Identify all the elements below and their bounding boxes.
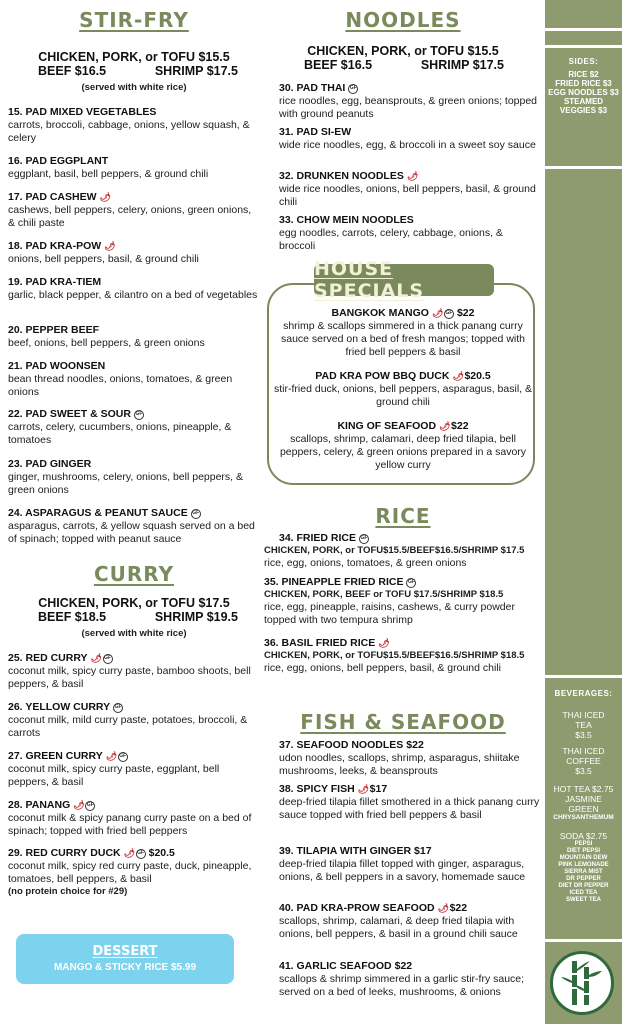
soda-type: DIET PEPSI [566, 848, 600, 854]
item-name: 36. BASIL FRIED RICE [264, 637, 376, 649]
item-desc: deep-fried tilapia fillet topped with ginger, asparagus, onions, & bell peppers in a savory, homemade sauce [279, 858, 526, 883]
item-name: 21. PAD WOONSEN [8, 360, 106, 372]
item-desc: bean thread noodles, onions, tomatoes, & green onions [8, 373, 233, 398]
item-name: 23. PAD GINGER [8, 458, 92, 470]
item-desc: egg noodles, carrots, celery, cabbage, onions, & broccoli [279, 227, 503, 252]
menu-item [8, 276, 260, 302]
bev-thai-coffee: THAI ICED COFFEE [562, 746, 605, 766]
chili-icon: 🌶 [431, 308, 444, 318]
house-specials-title: HOUSE SPECIALS [314, 258, 425, 302]
chili-icon: 🌶 [378, 638, 390, 648]
item-prices: CHICKEN, PORK, or TOFU$15.5/BEEF$16.5/SHRIMP $18.5 [264, 650, 525, 661]
item-desc: scallops, shrimp, calamari, deep fried tilapia, bell peppers, celery, & green onions prepared in a savory yellow curry [279, 433, 527, 471]
gluten-free-icon: GF [191, 509, 201, 519]
item-name: 32. DRUNKEN NOODLES [279, 170, 404, 182]
chili-icon: 🌶 [437, 903, 450, 913]
menu-item [8, 507, 260, 546]
divider [545, 675, 622, 678]
curry-note: (served with white rice) [81, 628, 187, 639]
chili-icon: 🌶 [90, 653, 102, 663]
stirfry-price-shrimp: SHRIMP $17.5 [154, 64, 238, 78]
beverages-title: BEVERAGES: [554, 689, 613, 698]
item-desc: asparagus, carrots, & yellow squash served on a bed of spinach; topped with peanut sauce [8, 520, 255, 545]
item-desc: rice noodles, egg, beansprouts, & green onions; topped with ground peanuts [279, 95, 538, 120]
item-name: 39. TILAPIA WITH GINGER [279, 845, 412, 857]
soda-type: SIERRA MIST [564, 869, 603, 875]
item-desc: carrots, broccoli, cabbage, onions, yellow squash, & celery [8, 119, 250, 144]
menu-item [8, 191, 260, 230]
item-price: $20.5 [148, 847, 175, 859]
item-note: (no protein choice for #29) [8, 886, 128, 897]
menu-item [8, 701, 260, 740]
item-desc: wide rice noodles, onions, bell peppers, basil, & ground chili [279, 183, 536, 208]
menu-item [8, 155, 260, 181]
menu-item [264, 576, 542, 627]
item-price: $17 [414, 845, 432, 857]
item-name: BANGKOK MANGO [331, 307, 429, 319]
item-desc: ginger, mushrooms, celery, onions, bell peppers, & green onions [8, 471, 244, 496]
menu-item [279, 783, 542, 822]
menu-item [8, 458, 260, 497]
menu-item [279, 214, 542, 253]
menu-item [279, 960, 542, 999]
bev-thai-tea-price: $3.5 [575, 730, 592, 740]
menu-item [8, 847, 260, 898]
chili-icon: 🌶 [357, 784, 370, 794]
noodles-price-row [304, 58, 504, 72]
menu-item [8, 750, 260, 789]
beverages-block [545, 689, 622, 904]
item-name: 40. PAD KRA-PROW SEAFOOD [279, 902, 435, 914]
menu-item [8, 360, 260, 399]
stirfry-price-row [38, 64, 238, 78]
special-item [272, 370, 534, 409]
curry-price-row [38, 610, 238, 624]
item-prices: CHICKEN, PORK, or TOFU$15.5/BEEF$16.5/SHRIMP $17.5 [264, 545, 525, 556]
menu-item [264, 532, 542, 570]
menu-item [8, 408, 260, 447]
item-prices: CHICKEN, PORK, BEEF or TOFU $17.5/SHRIMP $18.5 [264, 589, 504, 600]
item-name: 16. PAD EGGPLANT [8, 155, 109, 167]
item-desc: rice, egg, onions, tomatoes, & green onions [264, 557, 467, 569]
item-name: PAD KRA POW BBQ DUCK [315, 370, 450, 382]
bamboo-logo-icon [550, 951, 614, 1015]
item-desc: garlic, black pepper, & cilantro on a bed of vegetables [8, 289, 258, 301]
curry-title: CURRY [93, 562, 175, 586]
side-item: RICE $2 [568, 70, 599, 79]
menu-item [279, 126, 542, 152]
dessert-box [16, 934, 234, 984]
item-name: 25. RED CURRY [8, 652, 88, 664]
sides-block [545, 57, 622, 115]
gluten-free-icon: GF [134, 410, 144, 420]
stirfry-price-1: CHICKEN, PORK, or TOFU $15.5 [38, 50, 230, 64]
menu-item [264, 637, 542, 675]
divider [545, 45, 622, 48]
chili-icon: 🌶 [439, 421, 451, 431]
divider [545, 28, 622, 31]
item-name: 29. RED CURRY DUCK [8, 847, 121, 859]
noodles-price-beef: BEEF $16.5 [304, 58, 373, 72]
noodles-price-1: CHICKEN, PORK, or TOFU $15.5 [307, 44, 499, 58]
item-name: 18. PAD KRA-POW [8, 240, 102, 252]
menu-item [279, 845, 542, 884]
gluten-free-icon: GF [136, 849, 146, 859]
item-desc: shrimp & scallops simmered in a thick panang curry sauce served on a bed of fresh mangos; topped with fried bell peppers & basil [281, 320, 525, 358]
curry-price-1: CHICKEN, PORK, or TOFU $17.5 [38, 596, 230, 610]
chili-icon: 🌶 [406, 171, 419, 181]
gluten-free-icon: GF [444, 309, 454, 319]
item-name: 19. PAD KRA-TIEM [8, 276, 102, 288]
item-name: 26. YELLOW CURRY [8, 701, 111, 713]
item-name: 15. PAD MIXED VEGETABLES [8, 106, 157, 118]
menu-item [8, 106, 260, 145]
item-name: 20. PEPPER BEEF [8, 324, 100, 336]
gluten-free-icon: GF [118, 752, 128, 762]
menu-item [279, 739, 542, 778]
item-desc: cashews, bell peppers, celery, onions, green onions, & chili paste [8, 204, 252, 229]
chili-icon: 🌶 [73, 800, 85, 810]
menu-item [279, 82, 542, 121]
special-item [272, 307, 534, 359]
soda-type: PEPSI [574, 841, 593, 847]
sides-title: SIDES: [568, 57, 599, 66]
special-item [272, 420, 534, 472]
item-price: $22 [406, 739, 424, 751]
item-name: 33. CHOW MEIN NOODLES [279, 214, 414, 226]
item-name: 31. PAD SI-EW [279, 126, 352, 138]
chili-icon: 🌶 [452, 371, 464, 381]
item-name: 17. PAD CASHEW [8, 191, 97, 203]
item-name: KING OF SEAFOOD [337, 420, 437, 432]
bev-hot-tea: HOT TEA $2.75 [553, 784, 614, 794]
item-desc: scallops, shrimp, calamari, & deep fried tilapia with onions, bell peppers, & basil in a ground chili sauce [279, 915, 518, 940]
item-price: $22 [449, 902, 468, 914]
item-price: $22 [451, 420, 469, 432]
gluten-free-icon: GF [113, 703, 123, 713]
fish-title: FISH & SEAFOOD [300, 710, 506, 734]
sidebar [545, 0, 622, 1024]
item-desc: coconut milk & spicy panang curry paste on a bed of spinach; topped with fried bell peppers [8, 812, 252, 837]
bev-thai-tea: THAI ICED TEA [562, 710, 605, 730]
item-price: $20.5 [464, 370, 491, 382]
side-item: VEGGIES $3 [559, 106, 608, 115]
soda-type: ICED TEA [569, 890, 598, 896]
soda-type: PINK LEMONADE [558, 862, 609, 868]
stirfry-price-beef: BEEF $16.5 [38, 64, 107, 78]
soda-type: DIET DR PEPPER [558, 883, 609, 889]
bev-soda: SODA $2.75 [559, 831, 608, 841]
gluten-free-icon: GF [406, 578, 416, 588]
curry-price-beef: BEEF $18.5 [38, 610, 107, 624]
noodles-title: NOODLES [345, 8, 461, 32]
divider [545, 166, 622, 169]
noodles-price-shrimp: SHRIMP $17.5 [420, 58, 504, 72]
gluten-free-icon: GF [85, 801, 95, 811]
side-item: EGG NOODLES $3 [548, 88, 619, 97]
chili-icon: 🌶 [104, 241, 116, 251]
item-desc: onions, bell peppers, basil, & ground chili [8, 253, 199, 265]
item-desc: carrots, celery, cucumbers, onions, pineapple, & tomatoes [8, 421, 232, 446]
menu-item [8, 324, 260, 350]
item-price: $22 [394, 960, 413, 972]
house-specials-header [314, 258, 494, 302]
item-name: 34. FRIED RICE [279, 532, 357, 544]
curry-price-shrimp: SHRIMP $19.5 [154, 610, 238, 624]
stirfry-note: (served with white rice) [81, 82, 187, 93]
bev-hot-tea-type: GREEN [568, 804, 599, 814]
menu-item [279, 902, 542, 941]
bev-hot-tea-type: CHRYSANTHEMUM [553, 814, 614, 821]
item-desc: eggplant, basil, bell peppers, & ground chili [8, 168, 209, 180]
item-desc: scallops & shrimp simmered in a garlic stir-fry sauce; served on a bed of leeks, mushrooms, & onions [279, 973, 525, 998]
item-price: $22 [456, 307, 475, 319]
item-desc: udon noodles, scallops, shrimp, asparagus, shiitake mushrooms, leeks, & beansprouts [279, 752, 520, 777]
chili-icon: 🌶 [105, 751, 118, 761]
item-desc: rice, egg, onions, bell peppers, basil, & ground chili [264, 662, 501, 674]
divider [545, 939, 622, 942]
chili-icon: 🌶 [99, 192, 111, 202]
menu-item [279, 170, 542, 209]
item-name: 28. PANANG [8, 799, 71, 811]
bev-hot-tea-type: JASMINE [565, 794, 602, 804]
gluten-free-icon: GF [348, 84, 358, 94]
side-item: FRIED RICE $3 [555, 79, 612, 88]
item-desc: stir-fried duck, onions, bell peppers, asparagus, basil, & ground chili [274, 383, 532, 408]
item-name: 24. ASPARAGUS & PEANUT SAUCE [8, 507, 188, 519]
rice-title: RICE [375, 504, 431, 528]
item-name: 30. PAD THAI [279, 82, 346, 94]
item-name: 37. SEAFOOD NOODLES [279, 739, 404, 751]
soda-type: MOUNTAIN DEW [559, 855, 608, 861]
soda-type: SWEET TEA [565, 897, 601, 903]
item-desc: coconut milk, mild curry paste, potatoes, broccoli, & carrots [8, 714, 248, 739]
item-name: 41. GARLIC SEAFOOD [279, 960, 392, 972]
item-name: 27. GREEN CURRY [8, 750, 103, 762]
item-desc: wide rice noodles, egg, & broccoli in a sweet soy sauce [279, 139, 536, 151]
item-name: 35. PINEAPPLE FRIED RICE [264, 576, 404, 588]
item-name: 22. PAD SWEET & SOUR [8, 408, 131, 420]
menu-item [8, 652, 260, 691]
menu-item [8, 799, 260, 838]
menu-item [8, 240, 260, 266]
item-name: 38. SPICY FISH [279, 783, 355, 795]
item-desc: coconut milk, spicy red curry paste, duck, pineapple, tomatoes, bell peppers, & basil [8, 860, 252, 885]
chili-icon: 🌶 [123, 848, 136, 858]
item-desc: rice, egg, pineapple, raisins, cashews, & curry powder topped with two tempura shrimp [264, 601, 515, 626]
side-item: STEAMED [563, 97, 604, 106]
stirfry-title: STIR-FRY [79, 8, 189, 32]
dessert-title: DESSERT [92, 944, 158, 959]
gluten-free-icon: GF [103, 654, 113, 664]
item-desc: beef, onions, bell peppers, & green onions [8, 337, 205, 349]
item-desc: coconut milk, spicy curry paste, bamboo shoots, bell peppers, & basil [8, 665, 251, 690]
gluten-free-icon: GF [359, 534, 369, 544]
bev-thai-coffee-price: $3.5 [575, 766, 592, 776]
bamboo-icon [560, 959, 604, 1007]
item-desc: coconut milk, spicy curry paste, eggplant, bell peppers, & basil [8, 763, 220, 788]
item-price: $17 [369, 783, 388, 795]
item-desc: deep-fried tilapia fillet smothered in a thick panang curry sauce topped with fried bell peppers & basil [279, 796, 540, 821]
dessert-item: MANGO & STICKY RICE $5.99 [53, 962, 197, 973]
soda-type: DR PEPPER [566, 876, 601, 882]
